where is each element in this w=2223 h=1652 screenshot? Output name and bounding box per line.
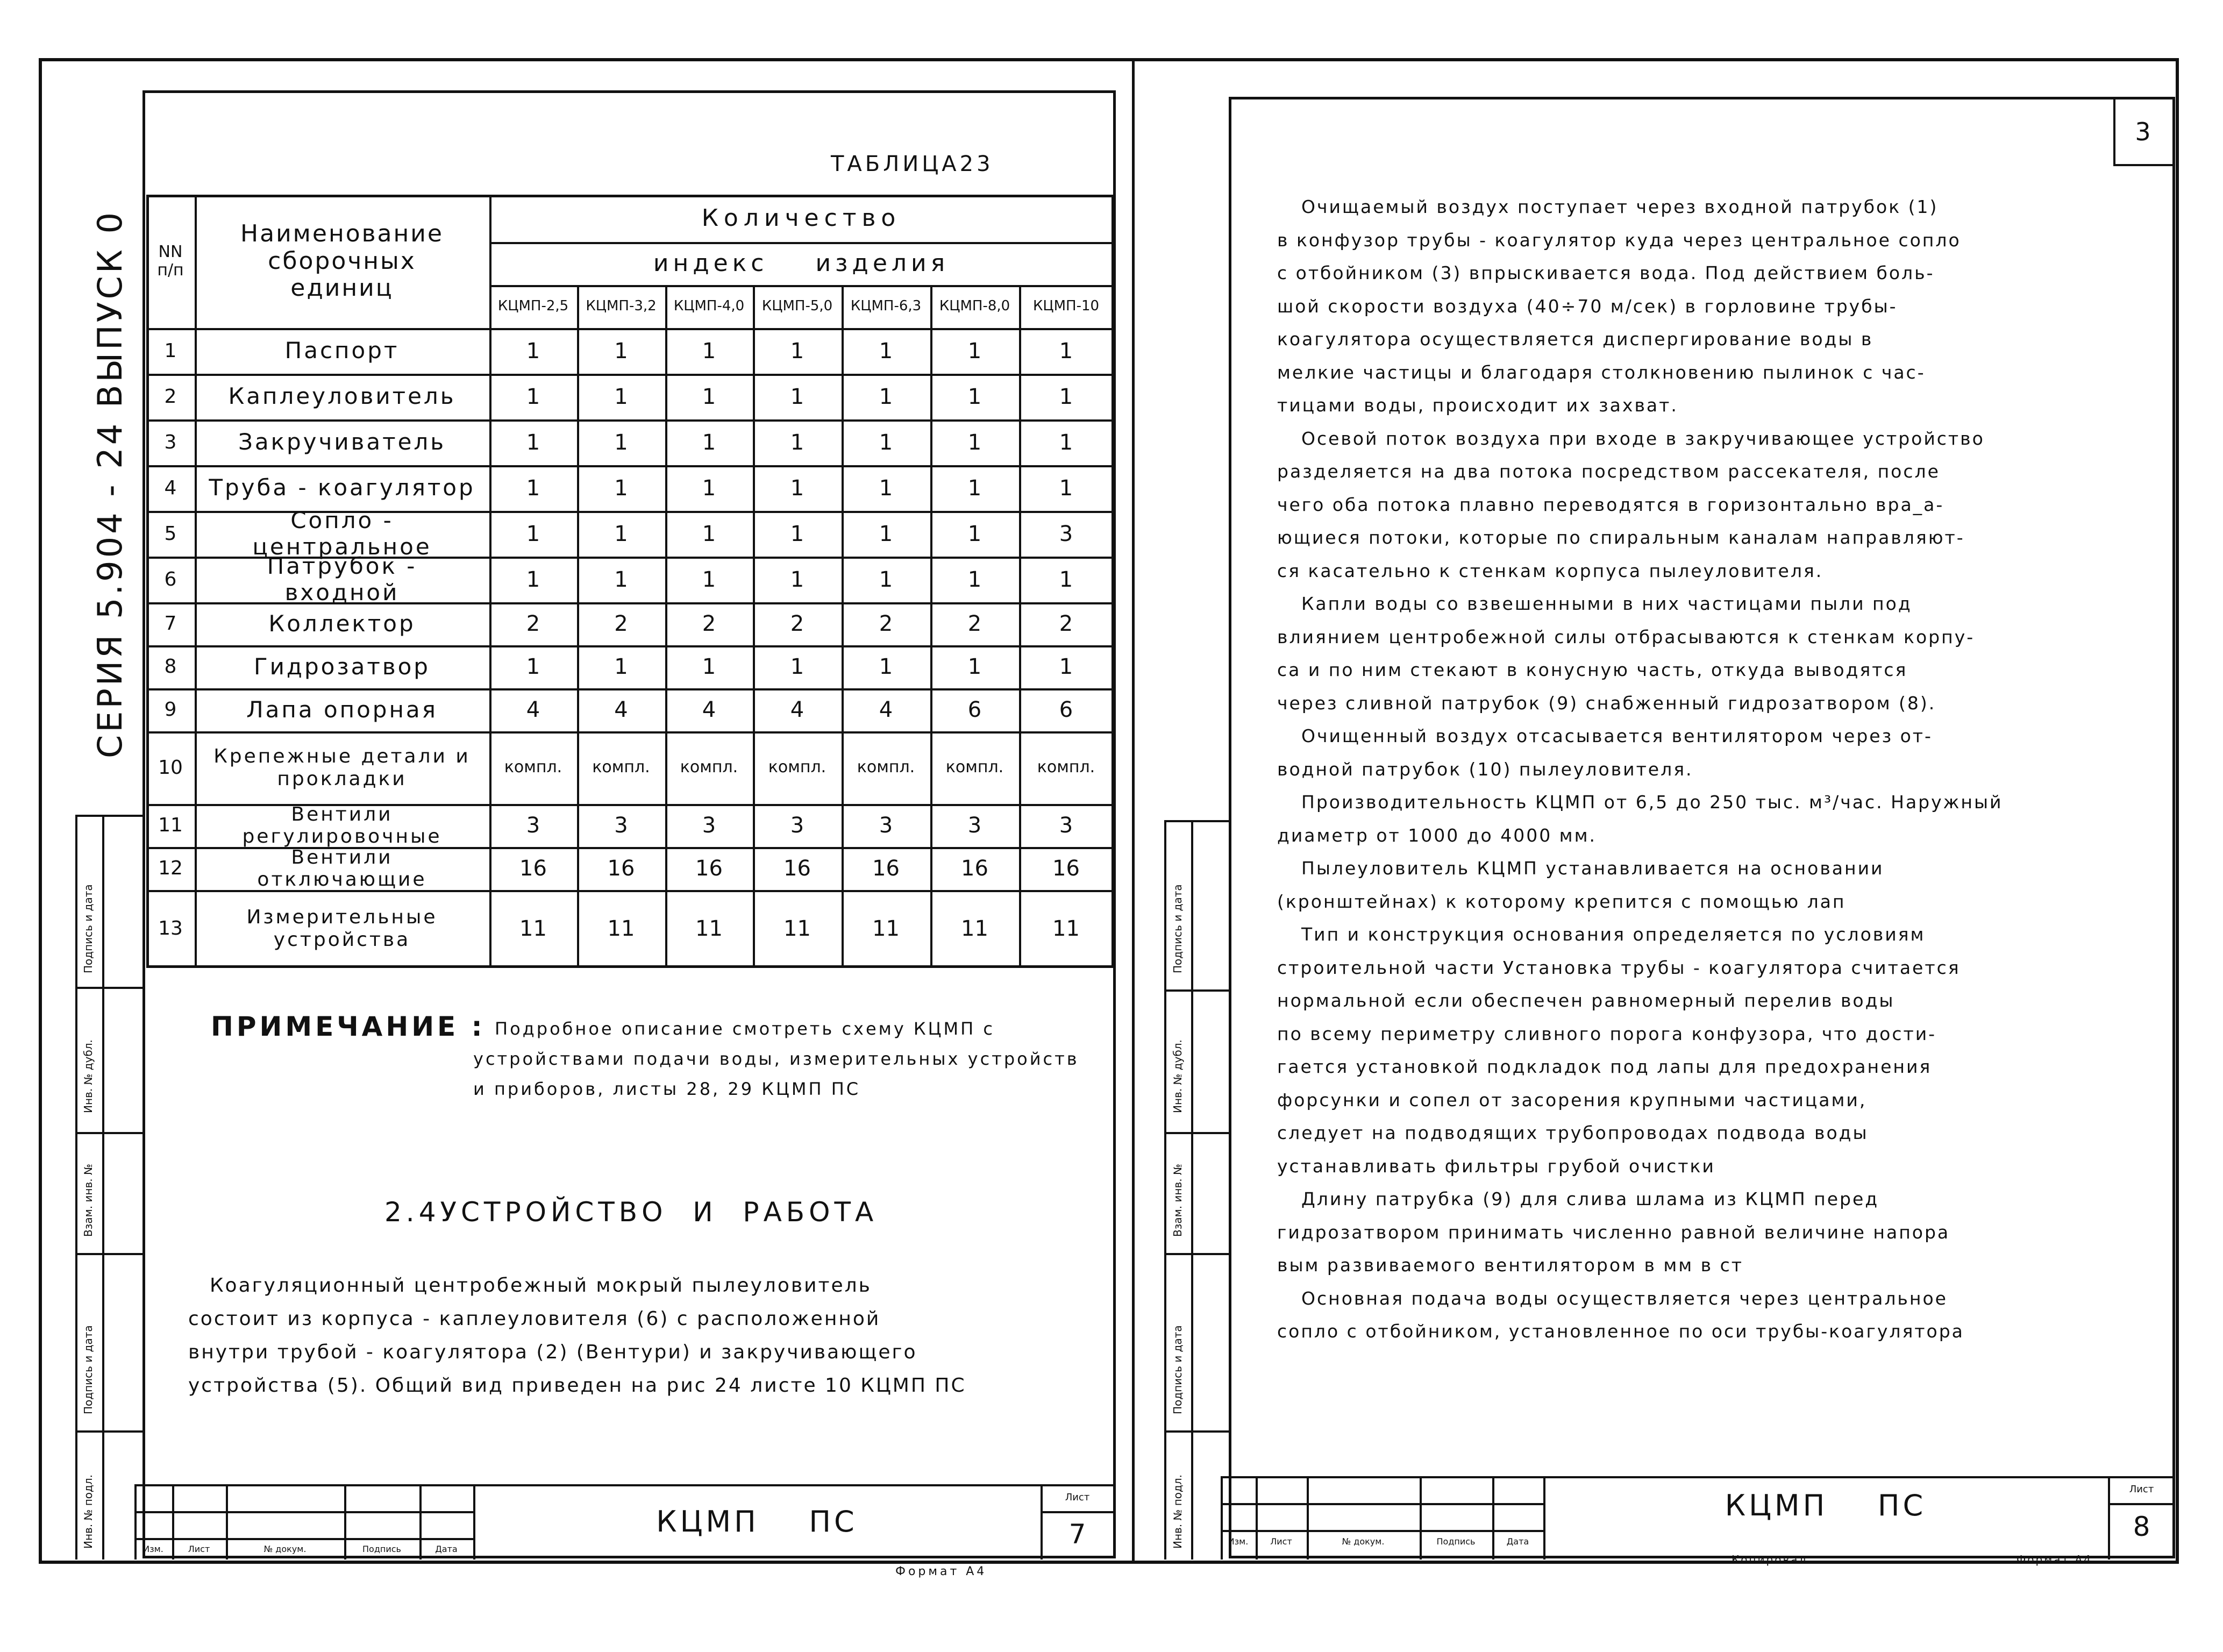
row-value: 2 xyxy=(526,611,540,636)
body-line: чего оба потока плавно переводятся в горизонтально вра_а- xyxy=(1277,494,1944,515)
row-name: Гидрозатвор xyxy=(254,653,430,680)
body-line: с отбойником (3) впрыскивается вода. Под действием боль- xyxy=(1277,262,1935,283)
row-value: 1 xyxy=(790,521,804,546)
body-line: гается установкой подкладок под лапы для предохранения xyxy=(1277,1056,1932,1077)
row-value: 1 xyxy=(526,521,540,546)
row-value: 1 xyxy=(790,430,804,455)
body-line: гидрозатвором принимать численно равной величине напора xyxy=(1277,1221,1950,1243)
row-value: 3 xyxy=(614,813,628,838)
row-value: 1 xyxy=(879,475,893,501)
table-title: ТАБЛИЦА23 xyxy=(831,152,994,176)
row-value: 16 xyxy=(607,856,635,881)
section-line: состоит из корпуса - каплеуловителя (6) с расположенной xyxy=(188,1308,881,1330)
section-line: Коагуляционный центробежный мокрый пылеуловитель xyxy=(210,1274,872,1297)
row-name: Закручиватель xyxy=(238,429,446,455)
body-line: Осевой поток воздуха при входе в закручивающее устройство xyxy=(1301,428,1985,449)
doc-code: КЦМП ПС xyxy=(656,1504,858,1539)
row-value: 11 xyxy=(607,916,635,941)
row-number: 8 xyxy=(164,656,177,678)
row-number: 12 xyxy=(158,857,183,880)
title-col-label: Дата xyxy=(1506,1536,1529,1547)
row-value: 1 xyxy=(614,475,628,501)
row-value: 16 xyxy=(872,856,900,881)
title-col-label: Лист xyxy=(188,1543,210,1554)
row-value: 6 xyxy=(1059,697,1073,722)
row-value: 1 xyxy=(967,384,982,409)
row-value: компл. xyxy=(1037,758,1095,777)
title-col-label: № докум. xyxy=(263,1543,307,1554)
row-value: компл. xyxy=(680,758,738,777)
header-qty: Количество xyxy=(701,204,901,232)
stamp-inv-podl: Инв. № подл. xyxy=(82,1475,95,1549)
row-value: компл. xyxy=(504,758,562,777)
series-label: СЕРИЯ 5.904 - 24 ВЫПУСК 0 xyxy=(90,209,130,758)
row-value: компл. xyxy=(945,758,1004,777)
body-line: коагулятора осуществляется диспергирование воды в xyxy=(1277,329,1873,350)
title-col-label: Подпись xyxy=(1436,1536,1476,1547)
row-value: 1 xyxy=(967,338,982,364)
body-line: в конфузор трубы - коагулятор куда через центральное сопло xyxy=(1277,229,1961,251)
row-value: 1 xyxy=(790,338,804,364)
row-value: 1 xyxy=(702,384,716,409)
body-line: сопло с отбойником, установленное по оси трубы-коагулятора xyxy=(1277,1321,1964,1342)
row-value: 2 xyxy=(614,611,628,636)
row-value: 1 xyxy=(879,430,893,455)
row-value: 3 xyxy=(1059,521,1073,546)
copied-label: Копировал xyxy=(1732,1553,1808,1566)
row-value: 1 xyxy=(967,567,982,592)
body-line: разделяется на два потока посредством рассекателя, после xyxy=(1277,461,1940,482)
body-line: шой скорости воздуха (40÷70 м/сек) в горловине трубы- xyxy=(1277,295,1898,317)
row-value: 2 xyxy=(790,611,804,636)
sheet-divider xyxy=(1132,60,1135,1561)
row-value: 1 xyxy=(967,475,982,501)
row-value: 16 xyxy=(519,856,547,881)
stamp-podpis-data-2: Подпись и дата xyxy=(82,1325,95,1414)
row-value: 1 xyxy=(702,567,716,592)
row-value: 1 xyxy=(526,567,540,592)
sheet-label: Лист xyxy=(2129,1483,2154,1495)
row-value: 3 xyxy=(1059,813,1073,838)
row-value: 16 xyxy=(1052,856,1080,881)
body-line: са и по ним стекают в конусную часть, откуда выводятся xyxy=(1277,659,1908,680)
row-value: 11 xyxy=(961,916,988,941)
row-value: 4 xyxy=(526,697,540,722)
row-name: Паспорт xyxy=(284,337,400,364)
body-line: через сливной патрубок (9) снабженный гидрозатвором (8). xyxy=(1277,692,1936,714)
body-line: Тип и конструкция основания определяется по условиям xyxy=(1301,924,1926,945)
row-value: 1 xyxy=(702,654,716,679)
row-value: 2 xyxy=(1059,611,1073,636)
body-line: вым развиваемого вентилятором в мм в ст xyxy=(1277,1255,1743,1276)
stamp-vzam-inv: Взам. инв. № xyxy=(1171,1164,1184,1237)
row-value: 2 xyxy=(879,611,893,636)
body-line: форсунки и сопел от засорения крупными частицами, xyxy=(1277,1089,1867,1110)
row-value: 1 xyxy=(526,654,540,679)
row-value: 1 xyxy=(1059,384,1073,409)
row-value: 2 xyxy=(702,611,716,636)
row-number: 11 xyxy=(158,814,183,837)
row-name: Крепежные детали и прокладки xyxy=(213,745,471,790)
title-col-label: Изм. xyxy=(143,1543,163,1554)
body-line: Длину патрубка (9) для слива шлама из КЦМП перед xyxy=(1301,1188,1879,1209)
body-line: тицами воды, происходит их захват. xyxy=(1277,395,1678,416)
body-line: диаметр от 1000 до 4000 мм. xyxy=(1277,824,1597,846)
row-number: 7 xyxy=(164,613,177,635)
row-value: 1 xyxy=(526,430,540,455)
row-name: Измерительные устройства xyxy=(246,906,438,951)
row-value: 1 xyxy=(790,384,804,409)
row-value: 1 xyxy=(526,475,540,501)
note-label: ПРИМЕЧАНИЕ : xyxy=(211,1011,486,1042)
stamp-inv-dubl: Инв. № дубл. xyxy=(1171,1039,1184,1113)
col-header: КЦМП-3,2 xyxy=(586,298,657,315)
row-value: 4 xyxy=(879,697,893,722)
row-value: 1 xyxy=(526,338,540,364)
row-value: 1 xyxy=(1059,338,1073,364)
row-value: 16 xyxy=(695,856,723,881)
body-line: ющиеся потоки, которые по спиральным каналам направляют- xyxy=(1277,527,1965,548)
stamp-podpis-data: Подпись и дата xyxy=(1171,884,1184,973)
row-number: 13 xyxy=(158,917,183,939)
body-line: водной патрубок (10) пылеуловителя. xyxy=(1277,758,1693,780)
row-value: 1 xyxy=(702,338,716,364)
row-name: Вентили регулировочные xyxy=(242,803,442,848)
row-value: 4 xyxy=(614,697,628,722)
col-header: КЦМП-2,5 xyxy=(497,298,569,315)
row-value: 1 xyxy=(1059,654,1073,679)
col-header: КЦМП-6,3 xyxy=(850,298,922,315)
body-line: мелкие частицы и благодаря столкновению пылинок с час- xyxy=(1277,361,1926,383)
row-name: Каплеуловитель xyxy=(228,383,456,410)
title-col-label: Лист xyxy=(1270,1536,1292,1547)
row-value: 11 xyxy=(695,916,723,941)
row-value: компл. xyxy=(768,758,826,777)
row-value: 11 xyxy=(519,916,547,941)
title-col-label: Подпись xyxy=(362,1543,401,1554)
row-value: 1 xyxy=(879,384,893,409)
row-value: 1 xyxy=(702,475,716,501)
row-value: 3 xyxy=(790,813,804,838)
header-name: Наименование сборочных единиц xyxy=(240,220,444,302)
title-col-label: № докум. xyxy=(1342,1536,1385,1547)
sheet-number: 8 xyxy=(2133,1511,2150,1543)
body-line: (кронштейнах) к которому крепится с помощью лап xyxy=(1277,891,1846,912)
row-name: Лапа опорная xyxy=(246,696,438,723)
row-name: Сопло - центральное xyxy=(252,507,432,560)
row-value: 1 xyxy=(614,384,628,409)
row-number: 4 xyxy=(164,476,177,499)
row-value: 1 xyxy=(702,430,716,455)
row-value: 3 xyxy=(879,813,893,838)
sheet-number: 7 xyxy=(1068,1519,1086,1550)
row-value: 16 xyxy=(783,856,811,881)
row-value: 1 xyxy=(614,654,628,679)
row-value: 1 xyxy=(614,430,628,455)
row-number: 6 xyxy=(164,568,177,590)
row-value: 11 xyxy=(783,916,811,941)
header-index: индекс изделия xyxy=(653,249,950,277)
row-value: 1 xyxy=(879,567,893,592)
row-value: 1 xyxy=(879,338,893,364)
doc-code: КЦМП ПС xyxy=(1725,1488,1927,1522)
body-line: влиянием центробежной силы отбрасываются к стенкам корпу- xyxy=(1277,626,1975,647)
row-number: 5 xyxy=(164,522,177,545)
section-line: внутри трубой - коагулятора (2) (Вентури) и закручивающего xyxy=(188,1341,917,1363)
row-value: 1 xyxy=(879,654,893,679)
row-value: 1 xyxy=(790,475,804,501)
row-number: 3 xyxy=(164,431,177,453)
body-line: Основная подача воды осуществляется через центральное xyxy=(1301,1287,1948,1309)
row-name: Труба - коагулятор xyxy=(209,474,475,501)
body-line: ся касательно к стенкам корпуса пылеуловителя. xyxy=(1277,560,1823,581)
row-value: 1 xyxy=(967,521,982,546)
row-value: 1 xyxy=(967,430,982,455)
title-col-label: Изм. xyxy=(1228,1536,1249,1547)
row-value: 16 xyxy=(961,856,988,881)
row-value: 2 xyxy=(967,611,982,636)
row-value: 1 xyxy=(967,654,982,679)
row-value: 1 xyxy=(614,338,628,364)
row-value: 1 xyxy=(1059,475,1073,501)
row-value: 1 xyxy=(614,567,628,592)
row-value: 6 xyxy=(967,697,982,722)
corner-number: 3 xyxy=(2135,117,2151,146)
body-line: Пылеуловитель КЦМП устанавливается на основании xyxy=(1301,858,1884,879)
row-value: 1 xyxy=(790,654,804,679)
row-value: 1 xyxy=(526,384,540,409)
row-value: 4 xyxy=(790,697,804,722)
row-value: 4 xyxy=(702,697,716,722)
stamp-inv-podl: Инв. № подл. xyxy=(1171,1475,1184,1549)
row-name: Коллектор xyxy=(268,610,416,637)
row-number: 2 xyxy=(164,385,177,408)
body-line: Капли воды со взвешенными в них частицами пыли под xyxy=(1301,593,1912,614)
row-number: 1 xyxy=(164,339,177,362)
row-value: 1 xyxy=(702,521,716,546)
body-line: устанавливать фильтры грубой очистки xyxy=(1277,1155,1715,1177)
row-value: 11 xyxy=(1052,916,1080,941)
row-value: 3 xyxy=(526,813,540,838)
col-header: КЦМП-10 xyxy=(1032,298,1100,315)
format-label: Формат А4 xyxy=(2017,1553,2092,1566)
header-num: NN п/п xyxy=(157,242,184,280)
row-value: 1 xyxy=(1059,430,1073,455)
row-value: 1 xyxy=(614,521,628,546)
row-value: компл. xyxy=(857,758,915,777)
row-value: 3 xyxy=(967,813,982,838)
body-line: следует на подводящих трубопроводах подвода воды xyxy=(1277,1122,1869,1143)
sheet-label: Лист xyxy=(1065,1491,1090,1503)
row-value: 11 xyxy=(872,916,900,941)
row-value: 1 xyxy=(790,567,804,592)
row-number: 9 xyxy=(164,699,177,721)
row-value: компл. xyxy=(592,758,650,777)
note-text: Подробное описание смотреть схему КЦМП с устройствами подачи воды, измерительных устройств и приборов, листы 28, 29 КЦМП ПС xyxy=(473,1019,1079,1099)
title-col-label: Дата xyxy=(435,1543,458,1554)
row-name: Вентили отключающие xyxy=(257,846,427,891)
format-label: Формат А4 xyxy=(895,1565,987,1578)
stamp-podpis-data-2: Подпись и дата xyxy=(1171,1325,1184,1414)
body-line: Очищенный воздух отсасывается вентилятором через от- xyxy=(1301,725,1933,746)
body-line: строительной части Установка трубы - коагулятора считается xyxy=(1277,957,1961,978)
row-value: 1 xyxy=(879,521,893,546)
section-title: 2.4УСТРОЙСТВО И РАБОТА xyxy=(384,1197,878,1228)
row-number: 10 xyxy=(158,756,183,779)
col-header: КЦМП-4,0 xyxy=(673,298,745,315)
stamp-vzam-inv: Взам. инв. № xyxy=(82,1164,95,1237)
stamp-podpis-data: Подпись и дата xyxy=(82,884,95,973)
stamp-inv-dubl: Инв. № дубл. xyxy=(82,1039,95,1113)
col-header: КЦМП-5,0 xyxy=(761,298,833,315)
body-line: по всему периметру сливного порога конфузора, что дости- xyxy=(1277,1023,1937,1044)
body-line: Производительность КЦМП от 6,5 до 250 тыс. м³/час. Наружный xyxy=(1301,792,2003,813)
row-value: 1 xyxy=(1059,567,1073,592)
col-header: КЦМП-8,0 xyxy=(939,298,1010,315)
row-value: 3 xyxy=(702,813,716,838)
body-line: Очищаемый воздух поступает через входной патрубок (1) xyxy=(1301,196,1939,217)
body-line: нормальной если обеспечен равномерный перелив воды xyxy=(1277,990,1895,1011)
row-name: Патрубок - входной xyxy=(267,553,417,606)
section-line: устройства (5). Общий вид приведен на рис 24 листе 10 КЦМП ПС xyxy=(188,1375,966,1397)
